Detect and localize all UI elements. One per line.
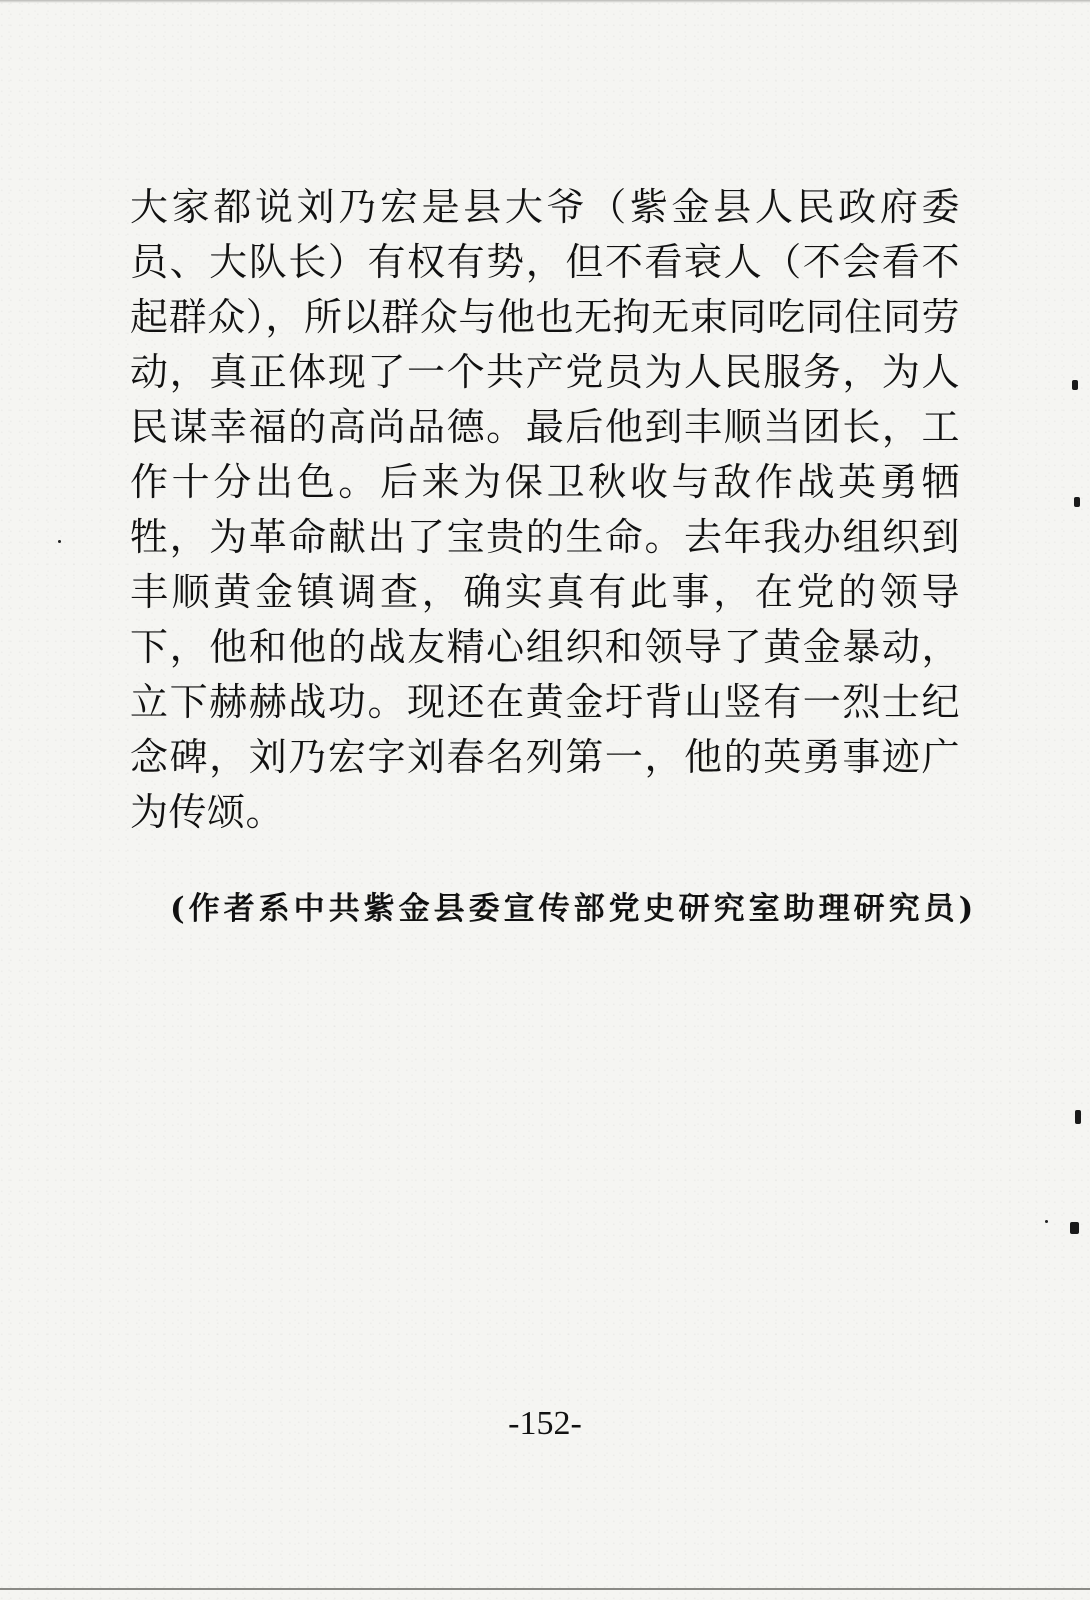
article-line: 起群众），所以群众与他也无拘无束同吃同住同劳: [130, 295, 960, 339]
author-note: (作者系中共紫金县委宣传部党史研究室助理研究员): [170, 891, 978, 927]
scan-speck: [1045, 1220, 1048, 1223]
scan-artifact: [1070, 1222, 1079, 1234]
scan-artifact: [1072, 380, 1078, 390]
scan-artifact: [1075, 1110, 1081, 1124]
article-line: 念碑，刘乃宏字刘春名列第一，他的英勇事迹广: [130, 735, 960, 779]
article-line: 动，真正体现了一个共产党员为人民服务，为人: [130, 350, 960, 394]
article-line: 立下赫赫战功。现还在黄金圩背山竖有一烈士纪: [130, 680, 960, 724]
article-line: 作十分出色。后来为保卫秋收与敌作战英勇牺: [130, 460, 960, 504]
article-line: 大家都说刘乃宏是县大爷（紫金县人民政府委: [130, 185, 960, 229]
page-top-edge: [0, 0, 1090, 3]
page-number: -152-: [508, 1405, 582, 1442]
article-line: 丰顺黄金镇调查，确实真有此事，在党的领导: [130, 570, 960, 614]
article-line: 员、大队长）有权有势，但不看衰人（不会看不: [130, 240, 960, 284]
article-line: 为传颂。: [130, 790, 285, 834]
article-body: [130, 180, 960, 840]
article-line: 民谋幸福的高尚品德。最后他到丰顺当团长，工: [130, 405, 960, 449]
article-line: 牲，为革命献出了宝贵的生命。去年我办组织到: [130, 515, 960, 559]
scan-speck: [58, 540, 61, 543]
scan-artifact: [1074, 497, 1080, 507]
page-bottom-edge: [0, 1588, 1090, 1590]
article-line: 下，他和他的战友精心组织和领导了黄金暴动，: [130, 625, 960, 669]
